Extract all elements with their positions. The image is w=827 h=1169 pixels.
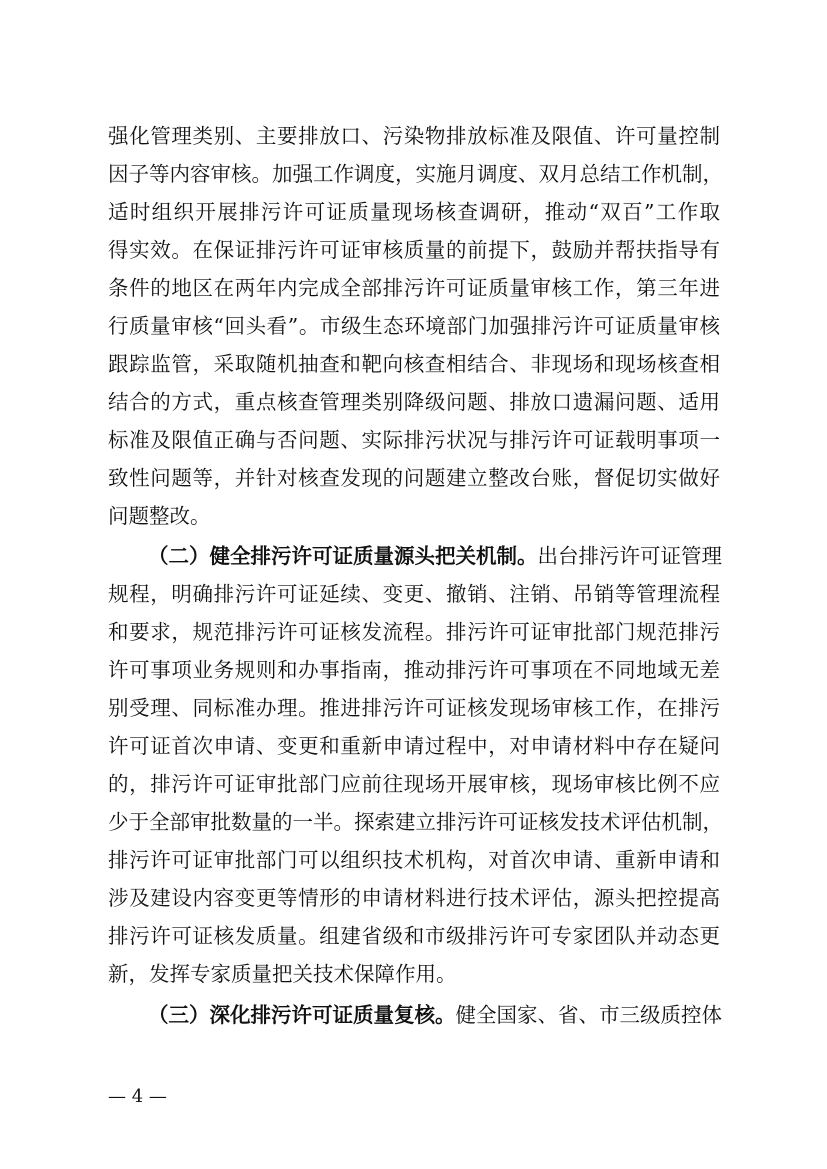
- paragraph-line: 得实效。在保证排污许可证审核质量的前提下，鼓励并帮扶指导有: [108, 238, 720, 262]
- paragraph-line: 许可事项业务规则和办事指南，推动排污许可事项在不同地域无差: [108, 658, 720, 682]
- paragraph-line: 致性问题等，并针对核查发现的问题建立整改台账，督促切实做好: [108, 466, 720, 490]
- paragraph-line: 排污许可证审批部门可以组织技术机构，对首次申请、重新申请和: [108, 848, 720, 872]
- paragraph-text: 健全国家、省、市三级质控体: [455, 1003, 722, 1027]
- paragraph-line: 适时组织开展排污许可证质量现场核查调研，推动“双百”工作取: [108, 200, 720, 224]
- paragraph-line: 跟踪监管，采取随机抽查和靶向核查相结合、非现场和现场核查相: [108, 352, 720, 376]
- paragraph-line: 许可证首次申请、变更和重新申请过程中，对申请材料中存在疑问: [108, 734, 720, 758]
- paragraph-line: 因子等内容审核。加强工作调度，实施月调度、双月总结工作机制，: [108, 162, 723, 186]
- paragraph-line: 少于全部审批数量的一半。探索建立排污许可证核发技术评估机制，: [108, 810, 723, 834]
- section-heading-line: [108, 1000, 720, 1030]
- section-heading: （二）健全排污许可证质量源头把关机制。: [148, 544, 538, 568]
- paragraph-line: 强化管理类别、主要排放口、污染物排放标准及限值、许可量控制: [108, 124, 720, 148]
- paragraph-line: 条件的地区在两年内完成全部排污许可证质量审核工作，第三年进: [108, 276, 720, 300]
- paragraph-line: 涉及建设内容变更等情形的申请材料进行技术评估，源头把控提高: [108, 886, 720, 910]
- paragraph-line: 排污许可证核发质量。组建省级和市级排污许可专家团队并动态更: [108, 924, 720, 948]
- paragraph-line: 标准及限值正确与否问题、实际排污状况与排污许可证载明事项一: [108, 428, 720, 452]
- paragraph-line: 行质量审核“回头看”。市级生态环境部门加强排污许可证质量审核: [108, 314, 720, 338]
- paragraph-line: 结合的方式，重点核查管理类别降级问题、排放口遗漏问题、适用: [108, 390, 720, 414]
- paragraph-line: 和要求，规范排污许可证核发流程。排污许可证审批部门规范排污: [108, 620, 720, 644]
- paragraph-line: 规程，明确排污许可证延续、变更、撤销、注销、吊销等管理流程: [108, 582, 720, 606]
- paragraph-line: 新，发挥专家质量把关技术保障作用。: [108, 962, 457, 986]
- paragraph-line: 的，排污许可证审批部门应前往现场开展审核，现场审核比例不应: [108, 772, 720, 796]
- paragraph-line: 别受理、同标准办理。推进排污许可证核发现场审核工作，在排污: [108, 696, 720, 720]
- page-number: — 4 —: [108, 1086, 167, 1107]
- paragraph-line: 问题整改。: [108, 504, 211, 528]
- paragraph-text: 出台排污许可证管理: [537, 544, 722, 568]
- section-heading-line: [108, 541, 720, 571]
- section-heading: （三）深化排污许可证质量复核。: [148, 1003, 456, 1027]
